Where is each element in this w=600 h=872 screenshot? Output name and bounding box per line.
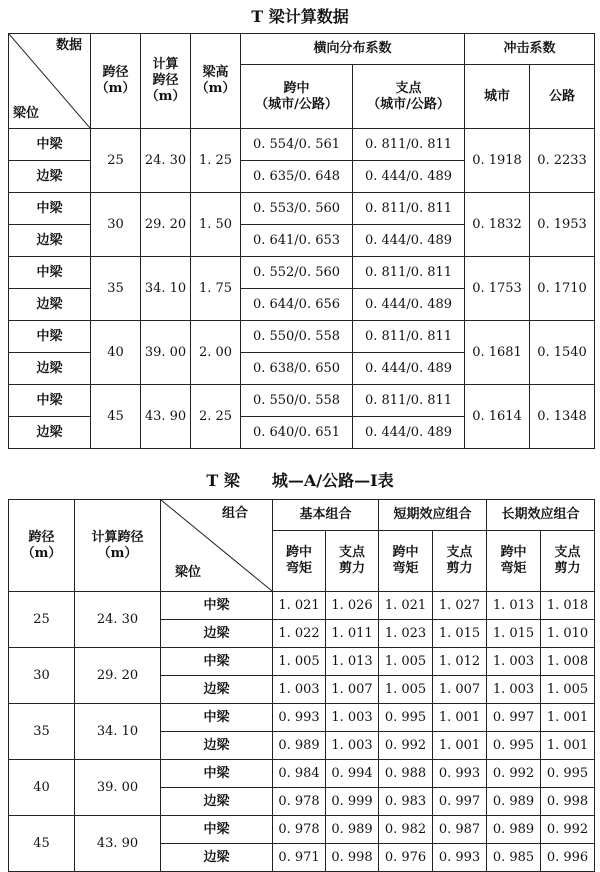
- t-beam-calc-table: [8, 33, 595, 449]
- value-cell: 1. 003: [487, 648, 541, 676]
- beam-label: 中梁: [161, 760, 273, 788]
- impact-city-cell: 0. 1681: [465, 321, 530, 385]
- header-city: 城市: [465, 65, 530, 129]
- calc-span-cell: 43. 90: [141, 385, 191, 449]
- value-cell: 1. 021: [379, 592, 433, 620]
- value-cell: 0. 978: [273, 816, 326, 844]
- impact-road-cell: 0. 1953: [530, 193, 595, 257]
- header-road: 公路: [530, 65, 595, 129]
- value-cell: 0. 987: [433, 816, 487, 844]
- value-cell: 1. 003: [487, 676, 541, 704]
- value-cell: 1. 003: [326, 732, 379, 760]
- beam-label: 边梁: [161, 732, 273, 760]
- table-row: [9, 760, 595, 788]
- mid-cell: 0. 554/0. 561: [241, 129, 353, 161]
- value-cell: 1. 012: [433, 648, 487, 676]
- beam-label: 中梁: [9, 193, 91, 225]
- calc-span-cell: 39. 00: [141, 321, 191, 385]
- header-support-shear: 支点 剪力: [326, 531, 379, 592]
- beam-label: 边梁: [9, 161, 91, 193]
- span-cell: 25: [9, 592, 75, 648]
- value-cell: 1. 007: [433, 676, 487, 704]
- value-cell: 1. 001: [541, 732, 595, 760]
- corner-top-label: 数据: [55, 38, 82, 53]
- value-cell: 1. 011: [326, 620, 379, 648]
- beam-label: 中梁: [161, 816, 273, 844]
- mid-cell: 0. 635/0. 648: [241, 161, 353, 193]
- span-cell: 35: [9, 704, 75, 760]
- beam-label: 边梁: [161, 788, 273, 816]
- corner-top-label: 组合: [221, 506, 248, 521]
- impact-city-cell: 0. 1918: [465, 129, 530, 193]
- beam-label: 边梁: [9, 353, 91, 385]
- value-cell: 0. 971: [273, 844, 326, 872]
- span-cell: 35: [91, 257, 141, 321]
- value-cell: 0. 993: [273, 704, 326, 732]
- beam-label: 边梁: [9, 417, 91, 449]
- mid-cell: 0. 644/0. 656: [241, 289, 353, 321]
- value-cell: 0. 984: [273, 760, 326, 788]
- value-cell: 1. 013: [326, 648, 379, 676]
- impact-road-cell: 0. 2233: [530, 129, 595, 193]
- span-cell: 30: [9, 648, 75, 704]
- value-cell: 0. 993: [433, 844, 487, 872]
- calc-span-cell: 34. 10: [141, 257, 191, 321]
- t-beam-combination-table: [8, 499, 595, 872]
- calc-span-cell: 34. 10: [75, 704, 161, 760]
- table-row: [9, 592, 595, 620]
- value-cell: 0. 996: [541, 844, 595, 872]
- header-basic: 基本组合: [273, 500, 379, 531]
- mid-cell: 0. 550/0. 558: [241, 321, 353, 353]
- height-cell: 1. 75: [191, 257, 241, 321]
- mid-cell: 0. 641/0. 653: [241, 225, 353, 257]
- height-cell: 1. 50: [191, 193, 241, 257]
- beam-label: 边梁: [161, 620, 273, 648]
- span-cell: 45: [91, 385, 141, 449]
- header-support-shear: 支点 剪力: [541, 531, 595, 592]
- value-cell: 1. 010: [541, 620, 595, 648]
- support-cell: 0. 444/0. 489: [353, 353, 465, 385]
- value-cell: 1. 015: [487, 620, 541, 648]
- value-cell: 1. 003: [273, 676, 326, 704]
- value-cell: 1. 001: [433, 704, 487, 732]
- value-cell: 1. 022: [273, 620, 326, 648]
- value-cell: 1. 001: [541, 704, 595, 732]
- value-cell: 1. 007: [326, 676, 379, 704]
- table-row: [9, 193, 595, 225]
- support-cell: 0. 811/0. 811: [353, 321, 465, 353]
- value-cell: 0. 976: [379, 844, 433, 872]
- height-cell: 1. 25: [191, 129, 241, 193]
- beam-label: 中梁: [9, 385, 91, 417]
- header-mid: 跨中 （城市/公路）: [241, 65, 353, 129]
- value-cell: 0. 992: [487, 760, 541, 788]
- header-lateral: 横向分布系数: [241, 34, 465, 65]
- beam-label: 边梁: [161, 844, 273, 872]
- value-cell: 0. 978: [273, 788, 326, 816]
- header-short: 短期效应组合: [379, 500, 487, 531]
- calc-span-cell: 29. 20: [75, 648, 161, 704]
- support-cell: 0. 811/0. 811: [353, 193, 465, 225]
- header-height: 梁高 （m）: [191, 34, 241, 129]
- beam-label: 中梁: [9, 129, 91, 161]
- value-cell: 1. 023: [379, 620, 433, 648]
- value-cell: 1. 005: [379, 648, 433, 676]
- corner-bottom-label: 梁位: [13, 106, 40, 121]
- header-corner: [161, 500, 273, 592]
- mid-cell: 0. 640/0. 651: [241, 417, 353, 449]
- mid-cell: 0. 553/0. 560: [241, 193, 353, 225]
- corner-bottom-label: 梁位: [175, 565, 202, 580]
- header-impact: 冲击系数: [465, 34, 595, 65]
- value-cell: 1. 018: [541, 592, 595, 620]
- value-cell: 0. 982: [379, 816, 433, 844]
- span-cell: 40: [91, 321, 141, 385]
- impact-road-cell: 0. 1348: [530, 385, 595, 449]
- mid-cell: 0. 638/0. 650: [241, 353, 353, 385]
- height-cell: 2. 25: [191, 385, 241, 449]
- calc-span-cell: 39. 00: [75, 760, 161, 816]
- calc-span-cell: 43. 90: [75, 816, 161, 872]
- calc-span-cell: 29. 20: [141, 193, 191, 257]
- span-cell: 45: [9, 816, 75, 872]
- value-cell: 0. 983: [379, 788, 433, 816]
- support-cell: 0. 811/0. 811: [353, 129, 465, 161]
- value-cell: 1. 005: [273, 648, 326, 676]
- beam-label: 中梁: [161, 704, 273, 732]
- beam-label: 中梁: [161, 648, 273, 676]
- table-row: [9, 704, 595, 732]
- value-cell: 0. 992: [379, 732, 433, 760]
- header-mid-moment: 跨中 弯矩: [379, 531, 433, 592]
- header-support: 支点 （城市/公路）: [353, 65, 465, 129]
- table-row: [9, 321, 595, 353]
- value-cell: 0. 998: [326, 844, 379, 872]
- calc-span-cell: 24. 30: [141, 129, 191, 193]
- value-cell: 0. 999: [326, 788, 379, 816]
- value-cell: 1. 026: [326, 592, 379, 620]
- value-cell: 0. 989: [487, 816, 541, 844]
- value-cell: 1. 005: [379, 676, 433, 704]
- calc-span-cell: 24. 30: [75, 592, 161, 648]
- header-long: 长期效应组合: [487, 500, 595, 531]
- value-cell: 0. 997: [433, 788, 487, 816]
- value-cell: 0. 989: [326, 816, 379, 844]
- table-row: [9, 385, 595, 417]
- value-cell: 0. 988: [379, 760, 433, 788]
- impact-road-cell: 0. 1540: [530, 321, 595, 385]
- table2-title: T 梁 城—A/公路—Ⅰ表: [206, 471, 394, 490]
- beam-label: 边梁: [161, 676, 273, 704]
- mid-cell: 0. 552/0. 560: [241, 257, 353, 289]
- support-cell: 0. 811/0. 811: [353, 257, 465, 289]
- header-span: 跨径 （m）: [9, 500, 75, 592]
- support-cell: 0. 444/0. 489: [353, 417, 465, 449]
- value-cell: 0. 995: [541, 760, 595, 788]
- support-cell: 0. 444/0. 489: [353, 225, 465, 257]
- support-cell: 0. 811/0. 811: [353, 385, 465, 417]
- impact-city-cell: 0. 1753: [465, 257, 530, 321]
- header-calc-span: 计算 跨径 （m）: [141, 34, 191, 129]
- table-row: [9, 816, 595, 844]
- header-support-shear: 支点 剪力: [433, 531, 487, 592]
- beam-label: 中梁: [9, 321, 91, 353]
- value-cell: 1. 001: [433, 732, 487, 760]
- mid-cell: 0. 550/0. 558: [241, 385, 353, 417]
- span-cell: 30: [91, 193, 141, 257]
- impact-road-cell: 0. 1710: [530, 257, 595, 321]
- value-cell: 0. 993: [433, 760, 487, 788]
- table-row: [9, 648, 595, 676]
- beam-label: 中梁: [9, 257, 91, 289]
- value-cell: 0. 994: [326, 760, 379, 788]
- table-row: [9, 129, 595, 161]
- value-cell: 1. 015: [433, 620, 487, 648]
- value-cell: 0. 989: [273, 732, 326, 760]
- support-cell: 0. 444/0. 489: [353, 289, 465, 321]
- impact-city-cell: 0. 1614: [465, 385, 530, 449]
- value-cell: 0. 995: [487, 732, 541, 760]
- support-cell: 0. 444/0. 489: [353, 161, 465, 193]
- span-cell: 25: [91, 129, 141, 193]
- value-cell: 1. 005: [541, 676, 595, 704]
- header-corner: [9, 34, 91, 129]
- value-cell: 0. 998: [541, 788, 595, 816]
- value-cell: 1. 013: [487, 592, 541, 620]
- value-cell: 0. 997: [487, 704, 541, 732]
- beam-label: 边梁: [9, 289, 91, 321]
- value-cell: 0. 992: [541, 816, 595, 844]
- beam-label: 中梁: [161, 592, 273, 620]
- header-span: 跨径 （m）: [91, 34, 141, 129]
- value-cell: 1. 027: [433, 592, 487, 620]
- value-cell: 1. 008: [541, 648, 595, 676]
- span-cell: 40: [9, 760, 75, 816]
- header-mid-moment: 跨中 弯矩: [273, 531, 326, 592]
- value-cell: 1. 021: [273, 592, 326, 620]
- beam-label: 边梁: [9, 225, 91, 257]
- table-row: [9, 257, 595, 289]
- value-cell: 0. 985: [487, 844, 541, 872]
- header-calc-span: 计算跨径 （m）: [75, 500, 161, 592]
- table1-title: T 梁计算数据: [251, 7, 349, 26]
- value-cell: 1. 003: [326, 704, 379, 732]
- height-cell: 2. 00: [191, 321, 241, 385]
- value-cell: 0. 995: [379, 704, 433, 732]
- impact-city-cell: 0. 1832: [465, 193, 530, 257]
- value-cell: 0. 989: [487, 788, 541, 816]
- header-mid-moment: 跨中 弯矩: [487, 531, 541, 592]
